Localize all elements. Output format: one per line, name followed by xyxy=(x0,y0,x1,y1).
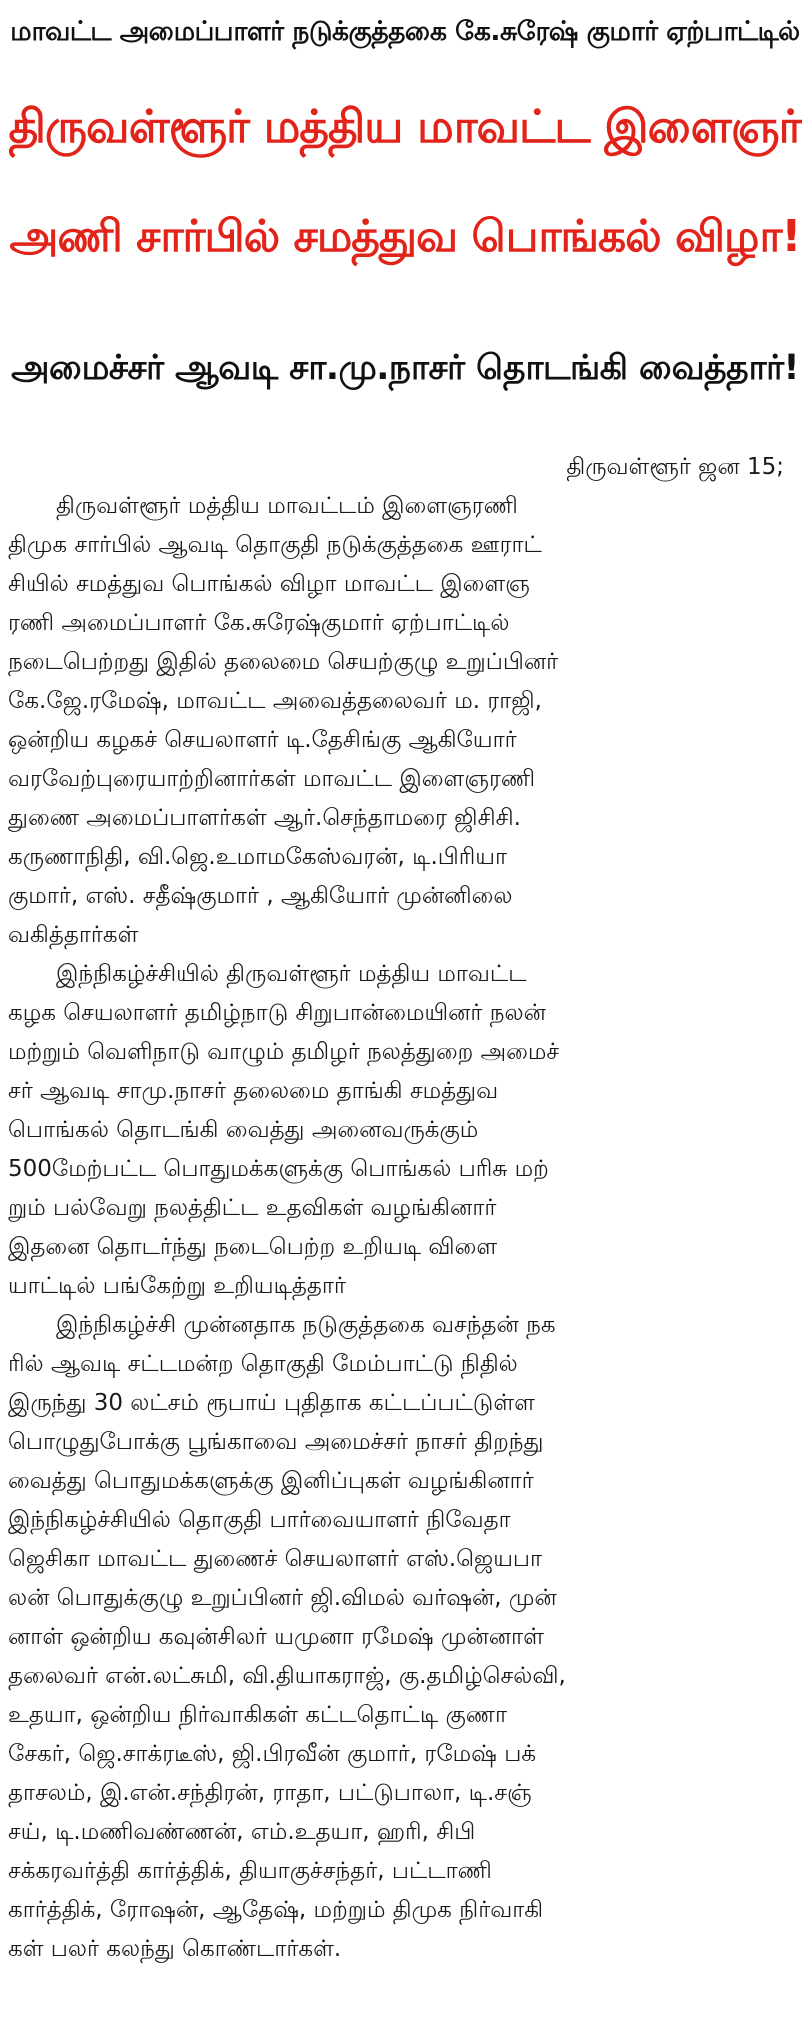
article-body xyxy=(8,448,802,1969)
paragraph-line: சர் ஆவடி சாமு.நாசர் தலைமை தாங்கி சமத்துவ xyxy=(8,1078,499,1104)
headline-line: திருவள்ளூர் மத்திய மாவட்ட இளைஞர் xyxy=(8,100,802,153)
paragraph-line: கே.ஜே.ரமேஷ், மாவட்ட அவைத்தலைவர் ம. ராஜி, xyxy=(8,688,542,714)
paragraph-line: றும் பல்வேறு நலத்திட்ட உதவிகள் வழங்கினார் xyxy=(8,1195,497,1221)
paragraph-line: துணை அமைப்பாளர்கள் ஆர்.செந்தாமரை ஜிசிசி. xyxy=(8,805,521,831)
paragraph-line: ரில் ஆவடி சட்டமன்ற தொகுதி மேம்பாட்டு நிதில் xyxy=(8,1351,518,1377)
paragraph-line: வகித்தார்கள் xyxy=(8,922,139,948)
paragraph-line: தாசலம், இ.என்.சந்திரன், ராதா, பட்டுபாலா, டி.சஞ் xyxy=(8,1780,532,1806)
paragraph-line: இருந்து 30 லட்சம் ரூபாய் புதிதாக கட்டப்பட்டுள்ள xyxy=(8,1390,535,1416)
paragraph-line: வைத்து பொதுமக்களுக்கு இனிப்புகள் வழங்கினார் xyxy=(8,1468,534,1494)
paragraph-line: கார்த்திக், ரோஷன், ஆதேஷ், மற்றும் திமுக நிர்வாகி xyxy=(8,1897,544,1923)
paragraph-line: சய், டி.மணிவண்ணன், எம்.உதயா, ஹரி, சிபி xyxy=(8,1819,476,1845)
subheadline: அமைச்சர் ஆவடி சா.மு.நாசர் தொடங்கி வைத்தார்! xyxy=(11,348,799,388)
paragraph-line: னாள் ஒன்றிய கவுன்சிலர் யமுனா ரமேஷ் முன்னாள் xyxy=(8,1624,544,1650)
headline xyxy=(8,72,802,292)
paragraph-line: உதயா, ஒன்றிய நிர்வாகிகள் கட்டதொட்டி குணா xyxy=(8,1702,508,1728)
paragraph-line: ஒன்றிய கழகச் செயலாளர் டி.தேசிங்கு ஆகியோர் xyxy=(8,727,517,753)
paragraph-line: இதனை தொடர்ந்து நடைபெற்ற உறியடி விளை xyxy=(8,1234,498,1260)
paragraph-line: வரவேற்புரையாற்றினார்கள் மாவட்ட இளைஞரணி xyxy=(8,766,536,792)
paragraphs xyxy=(8,487,802,1969)
article-paragraph xyxy=(8,1306,802,1969)
paragraph-line: பொங்கல் தொடங்கி வைத்து அனைவருக்கும் xyxy=(8,1117,479,1143)
paragraph-line: கருணாநிதி, வி.ஜெ.உமாமகேஸ்வரன், டி.பிரியா xyxy=(8,844,508,870)
kicker-line: மாவட்ட அமைப்பாளர் நடுக்குத்தகை கே.சுரேஷ் குமார் ஏற்பாட்டில் xyxy=(10,16,800,47)
paragraph-line: குமார், எஸ். சதீஷ்குமார் , ஆகியோர் முன்னிலை xyxy=(8,883,513,909)
paragraph-line: இந்நிகழ்ச்சியில் திருவள்ளூர் மத்திய மாவட்ட xyxy=(56,961,527,987)
paragraph-line: இந்நிகழ்ச்சி முன்னதாக நடுகுத்தகை வசந்தன் நக xyxy=(56,1312,556,1338)
paragraph-line: திமுக சார்பில் ஆவடி தொகுதி நடுக்குத்தகை ஊராட் xyxy=(8,532,542,558)
article-paragraph xyxy=(8,955,802,1306)
headline-line: அணி சார்பில் சமத்துவ பொங்கல் விழா! xyxy=(9,211,801,262)
paragraph-line: சியில் சமத்துவ பொங்கல் விழா மாவட்ட இளைஞ xyxy=(8,571,530,597)
paragraph-line: சேகர், ஜெ.சாக்ரடீஸ், ஜி.பிரவீன் குமார், ரமேஷ் பக் xyxy=(8,1741,537,1767)
paragraph-line: 500மேற்பட்ட பொதுமக்களுக்கு பொங்கல் பரிசு மற் xyxy=(8,1156,549,1182)
paragraph-line: மற்றும் வெளிநாடு வாழும் தமிழர் நலத்துறை அமைச் xyxy=(8,1039,560,1065)
paragraph-line: லன் பொதுக்குழு உறுப்பினர் ஜி.விமல் வர்ஷன், முன் xyxy=(8,1585,557,1611)
paragraph-line: ரணி அமைப்பாளர் கே.சுரேஷ்குமார் ஏற்பாட்டில் xyxy=(8,610,510,636)
paragraph-line: இந்நிகழ்ச்சியில் தொகுதி பார்வையாளர் நிவேதா xyxy=(8,1507,511,1533)
paragraph-line: பொழுதுபோக்கு பூங்காவை அமைச்சர் நாசர் திறந்து xyxy=(8,1429,544,1455)
paragraph-line: ஜெசிகா மாவட்ட துணைச் செயலாளர் எஸ்.ஜெயபா xyxy=(8,1546,543,1572)
paragraph-line: சக்கரவர்த்தி கார்த்திக், தியாகுச்சந்தர், பட்டாணி xyxy=(8,1858,492,1884)
paragraph-line: யாட்டில் பங்கேற்று உறியடித்தார் xyxy=(8,1273,346,1299)
paragraph-line: திருவள்ளூர் மத்திய மாவட்டம் இளைஞரணி xyxy=(56,493,518,519)
paragraph-line: கள் பலர் கலந்து கொண்டார்கள். xyxy=(8,1936,342,1962)
dateline: திருவள்ளூர் ஜன 15; xyxy=(566,454,784,480)
paragraph-line: தலைவர் என்.லட்சுமி, வி.தியாகராஜ், கு.தமிழ்செல்வி, xyxy=(8,1663,566,1689)
paragraph-line: கழக செயலாளர் தமிழ்நாடு சிறுபான்மையினர் நலன் xyxy=(8,1000,546,1026)
article-paragraph xyxy=(8,487,802,955)
paragraph-line: நடைபெற்றது இதில் தலைமை செயற்குழு உறுப்பினர் xyxy=(8,649,559,675)
